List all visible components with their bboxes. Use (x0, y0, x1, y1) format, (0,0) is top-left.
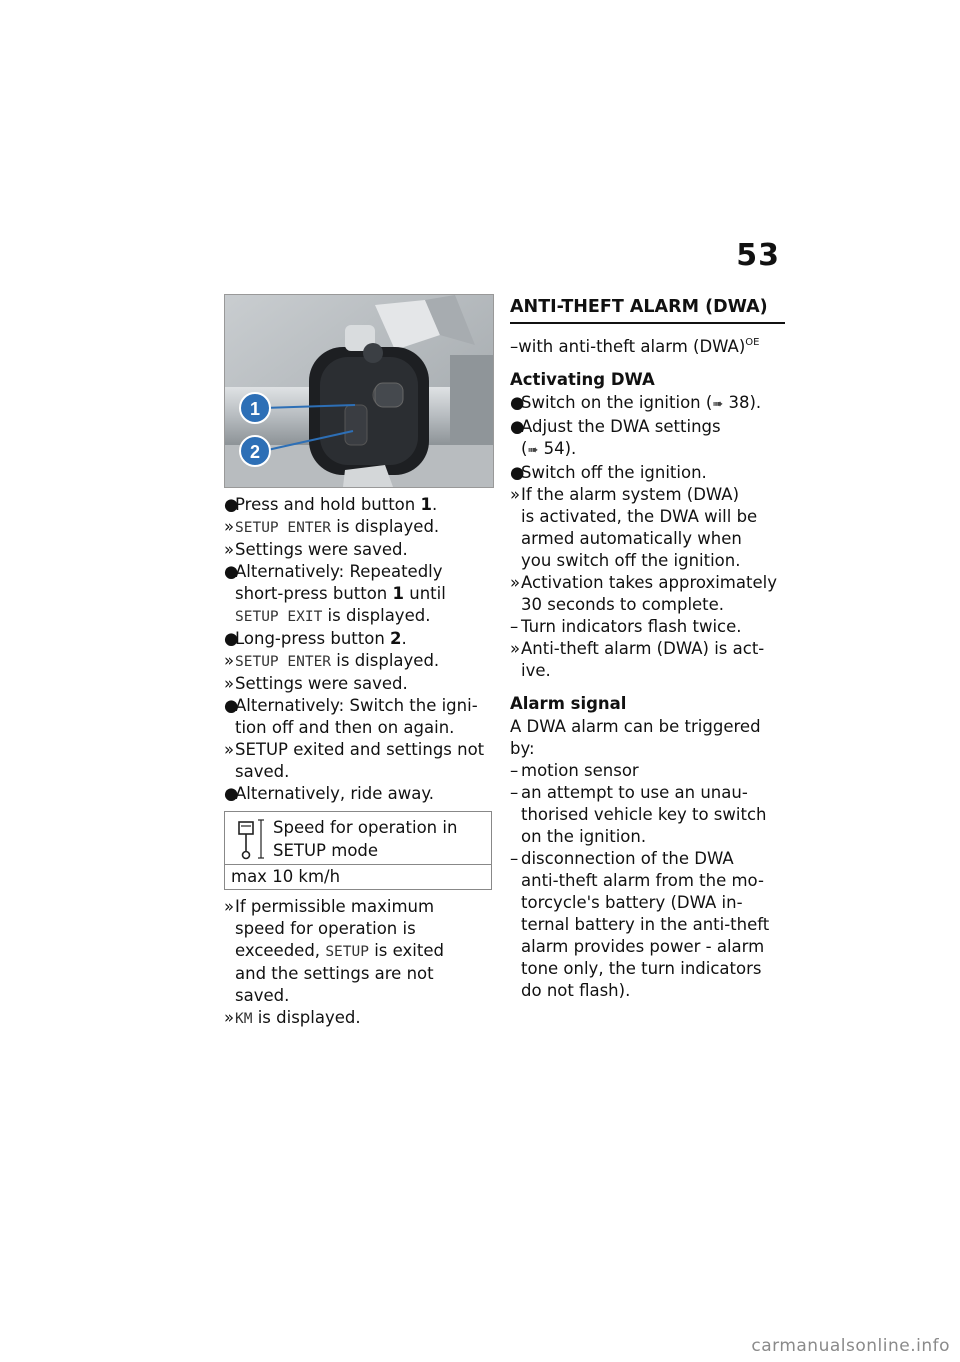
text-line (224, 1007, 494, 1030)
text-line (510, 416, 785, 438)
text-line (224, 717, 494, 739)
line-marker: » (224, 740, 235, 759)
line-text: do not flash). (521, 981, 631, 1000)
line-text: alarm provides power - alarm (521, 937, 765, 956)
line-text: KM (235, 1011, 253, 1027)
line-text: is exited (368, 941, 444, 960)
line-text: an attempt to use an unau- (521, 783, 748, 802)
text-line (510, 616, 785, 638)
line-marker: » (224, 540, 235, 559)
line-text: SETUP ENTER (235, 654, 332, 670)
left-instructions-2 (224, 896, 494, 1030)
line-marker: ● (224, 629, 239, 648)
line-text: exceeded, (235, 941, 326, 960)
callout-2: 2 (249, 442, 261, 462)
line-marker: ● (224, 784, 239, 803)
line-text: tion off and then on again. (235, 718, 455, 737)
text-line (224, 605, 494, 628)
page-ref-arrow-icon: ➠ (712, 397, 724, 412)
line-marker: – (510, 783, 519, 802)
line-marker: ● (510, 393, 525, 412)
line-text: Press and hold button (235, 495, 421, 514)
line-text: Activation takes approximately (521, 573, 777, 592)
line-text: speed for operation is (235, 919, 416, 938)
line-text: tone only, the turn indicators (521, 959, 762, 978)
line-text: short-press button (235, 584, 393, 603)
text-line (510, 804, 785, 826)
line-text: armed automatically when (521, 529, 742, 548)
text-line (224, 896, 494, 918)
spec-label-line1: Speed for operation in (273, 818, 458, 837)
line-marker: » (510, 573, 521, 592)
text-line (510, 660, 785, 682)
text-line (224, 516, 494, 539)
text-line (510, 936, 785, 958)
page-ref-arrow-icon: ➠ (527, 443, 539, 458)
line-text: Alternatively, ride away. (235, 784, 434, 803)
line-text: Long-press button (235, 629, 391, 648)
text-line (510, 392, 785, 416)
activating-steps (510, 392, 785, 682)
line-text: 2 (390, 629, 402, 648)
line-text: SETUP exited and settings not (235, 740, 485, 759)
line-marker: » (224, 674, 235, 693)
line-text: . (401, 629, 407, 648)
text-line (510, 892, 785, 914)
text-line (510, 980, 785, 1002)
line-text: saved. (235, 986, 290, 1005)
line-marker: » (224, 897, 235, 916)
line-text: is displayed. (322, 606, 431, 625)
line-marker: » (224, 517, 235, 536)
alarm-intro-line1: A DWA alarm can be triggered (510, 717, 761, 736)
line-text: ( (521, 439, 528, 458)
spec-value: max 10 km/h (225, 864, 491, 889)
line-text: Switch on the ignition ( (521, 393, 713, 412)
line-text: Anti-theft alarm (DWA) is act- (521, 639, 765, 658)
text-line (510, 958, 785, 980)
line-text: is displayed. (252, 1008, 361, 1027)
text-line (510, 760, 785, 782)
line-text: Switch off the ignition. (521, 463, 707, 482)
line-marker: » (224, 651, 235, 670)
text-line (224, 650, 494, 673)
line-text: is activated, the DWA will be (521, 507, 758, 526)
subheading-alarm-signal: Alarm signal (510, 694, 627, 713)
text-line (224, 583, 494, 605)
text-line (510, 826, 785, 848)
line-text: 1 (392, 584, 404, 603)
text-line (510, 528, 785, 550)
handlebar-switch-photo (224, 294, 494, 488)
text-line (224, 695, 494, 717)
text-line (510, 638, 785, 660)
line-text: Alternatively: Repeatedly (235, 562, 443, 581)
right-column (510, 294, 785, 1002)
line-text: Settings were saved. (235, 674, 408, 693)
line-text: and the settings are not (235, 964, 434, 983)
text-line (510, 484, 785, 506)
text-line (224, 561, 494, 583)
line-text: thorised vehicle key to switch (521, 805, 767, 824)
text-line (224, 494, 494, 516)
line-text: on the ignition. (521, 827, 647, 846)
text-line (510, 572, 785, 594)
line-text: 30 seconds to complete. (521, 595, 725, 614)
line-text: SETUP EXIT (235, 609, 323, 625)
line-text: ive. (521, 661, 551, 680)
line-text: saved. (235, 762, 290, 781)
text-line (510, 870, 785, 892)
text-line (224, 539, 494, 561)
text-line (224, 940, 494, 963)
line-marker: » (224, 1008, 235, 1027)
switch-illustration (225, 295, 493, 487)
callout-1: 1 (249, 399, 261, 419)
line-text: If permissible maximum (235, 897, 435, 916)
alarm-intro-line2: by: (510, 739, 535, 758)
line-text: is displayed. (331, 651, 440, 670)
text-line (224, 985, 494, 1007)
left-column (224, 294, 494, 1030)
line-marker: » (510, 485, 521, 504)
line-text: Turn indicators flash twice. (521, 617, 742, 636)
text-line (510, 782, 785, 804)
line-marker: – (510, 849, 519, 868)
line-marker: ● (224, 696, 239, 715)
text-line (510, 914, 785, 936)
text-line (510, 462, 785, 484)
spec-table (224, 811, 492, 890)
line-text: 54). (538, 439, 577, 458)
oe-superscript: OE (745, 337, 760, 348)
line-marker: ● (510, 417, 525, 436)
text-line (224, 739, 494, 761)
alarm-triggers (510, 760, 785, 1002)
line-text: disconnection of the DWA (521, 849, 734, 868)
line-marker: ● (224, 562, 239, 581)
line-marker: – (510, 761, 519, 780)
line-text: anti-theft alarm from the mo- (521, 871, 764, 890)
line-text: you switch off the ignition. (521, 551, 741, 570)
watermark-footer: carmanualsonline.info (751, 1336, 950, 1356)
piston-icon (231, 816, 267, 862)
text-line (224, 761, 494, 783)
subheading-activating: Activating DWA (510, 370, 655, 389)
line-text: torcycle's battery (DWA in- (521, 893, 743, 912)
page-number: 53 (736, 238, 780, 273)
line-text: Adjust the DWA settings (521, 417, 721, 436)
line-text: ternal battery in the anti-theft (521, 915, 770, 934)
text-line (510, 848, 785, 870)
line-marker: ● (224, 495, 239, 514)
line-text: 38). (723, 393, 762, 412)
spec-label-line2: SETUP mode (273, 841, 379, 860)
text-line (224, 783, 494, 805)
line-marker: ● (510, 463, 525, 482)
optional-equipment-line (510, 332, 785, 358)
text-line (224, 963, 494, 985)
line-text: 1 (420, 495, 432, 514)
line-text: . (431, 495, 438, 514)
line-text: SETUP ENTER (235, 520, 332, 536)
text-line (510, 438, 785, 462)
left-instructions (224, 494, 494, 805)
text-line (224, 673, 494, 695)
line-text: SETUP (325, 944, 369, 960)
line-text: until (404, 584, 446, 603)
line-text: Alternatively: Switch the igni- (235, 696, 478, 715)
text-line (510, 594, 785, 616)
line-marker: – (510, 617, 519, 636)
line-text: motion sensor (521, 761, 639, 780)
text-line (224, 628, 494, 650)
text-line (224, 918, 494, 940)
section-heading: ANTI-THEFT ALARM (DWA) (510, 294, 785, 324)
line-text: If the alarm system (DWA) (521, 485, 740, 504)
line-text: is displayed. (331, 517, 440, 536)
line-text: Settings were saved. (235, 540, 408, 559)
text-line (510, 550, 785, 572)
oe-text: –with anti-theft alarm (DWA) (510, 337, 746, 356)
line-marker: » (510, 639, 521, 658)
text-line (510, 506, 785, 528)
